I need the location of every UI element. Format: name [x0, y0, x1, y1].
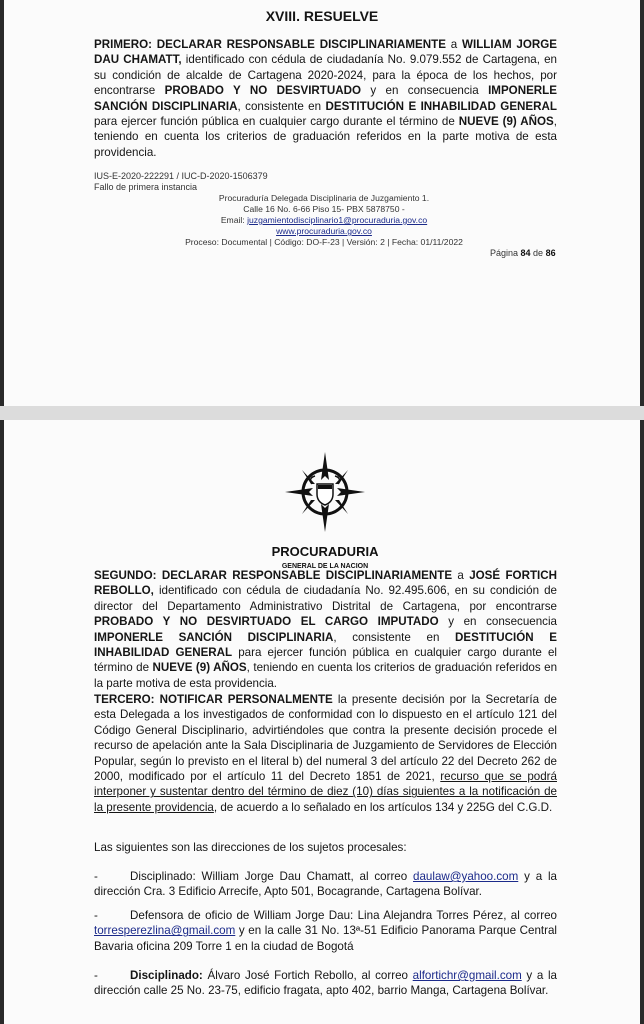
segundo-text4: para ejercer función pública en cualquier cargo durante el término de	[94, 646, 557, 675]
primero-a: a	[445, 38, 463, 51]
segundo-text3: , consistente en	[333, 630, 456, 644]
footer-office: Procuraduría Delegada Disciplinaria de Juzgamiento 1.	[218, 193, 430, 203]
primero-text2: y en consecuencia	[361, 84, 489, 98]
document-page-85	[4, 420, 640, 1024]
primero-bold3: DESTITUCIÓN E INHABILIDAD GENERAL	[325, 99, 557, 113]
item3-text1: Álvaro José Fortich Rebollo, al correo	[202, 969, 413, 982]
footer-address: Calle 16 No. 6-66 Piso 15- PBX 5878750 -	[243, 204, 405, 214]
page-label: Página	[490, 248, 521, 258]
primero-bold4: NUEVE (9) AÑOS	[458, 115, 554, 129]
segundo-bold4: NUEVE (9) AÑOS	[152, 661, 247, 675]
primero-bold2: IMPONERLE SANCIÓN DISCIPLINARIA	[94, 84, 557, 113]
tercero-label: TERCERO: NOTIFICAR PERSONALMENTE	[94, 693, 333, 706]
segundo-bold3: DESTITUCIÓN E INHABILIDAD GENERAL	[94, 630, 557, 660]
directions-intro: Las siguientes son las direcciones de los sujetos procesales:	[94, 841, 407, 854]
resolution-segundo	[94, 568, 557, 691]
case-reference	[94, 171, 268, 193]
primero-text5: , teniendo en cuenta los criterios de graduación referidos en la parte motiva de esta providencia.	[94, 115, 558, 159]
footer-process: Proceso: Documental | Código: DO-F-23 | Versión: 2 | Fecha: 01/11/2022	[185, 237, 463, 247]
primero-name: WILLIAM JORGE DAU CHAMATT,	[94, 38, 558, 67]
resolution-tercero	[94, 692, 557, 815]
page-current: 84	[520, 248, 531, 258]
item-dash: -	[94, 969, 98, 982]
footer-email-line	[174, 215, 474, 226]
primero-bold1: PROBADO Y NO DESVIRTUADO	[164, 84, 362, 98]
resolution-primero	[94, 37, 557, 160]
page-number	[490, 248, 556, 258]
logo-text-line1: PROCURADURIA	[271, 544, 379, 559]
primero-text4: para ejercer función pública en cualquier cargo durante el término de	[94, 115, 459, 129]
segundo-label: SEGUNDO: DECLARAR RESPONSABLE DISCIPLINARIAMENTE	[94, 569, 453, 582]
primero-text3: , consistente en	[237, 99, 326, 113]
segundo-bold1: PROBADO Y NO DESVIRTUADO EL CARGO IMPUTADO	[94, 615, 439, 629]
tercero-text2: , de acuerdo a lo señalado en los artículos 134 y 225G del C.G.D.	[213, 800, 553, 814]
direction-item-1	[94, 869, 557, 900]
footer-web-link[interactable]: www.procuraduria.gov.co	[276, 226, 372, 236]
tercero-underlined: recurso que se podrá interponer y sustentar dentro del término de diez (10) días siguientes a la notificación de la presente providencia	[94, 770, 557, 814]
page-separator	[0, 406, 644, 420]
item1-text1: Disciplinado: William Jorge Dau Chamatt, al correo	[130, 870, 414, 883]
item1-text2: y a la dirección Cra. 3 Edificio Arrecife, Apto 501, Bocagrande, Cartagena Bolívar.	[94, 870, 557, 899]
procuraduria-logo	[271, 450, 379, 582]
tercero-text1: la presente decisión por la Secretaría de esta Delegada a los investigados de conformidad con lo dispuesto en el artículo 121 del Código General Disciplinario, advirtiéndoles que contra la presente decisión procede el recurso de apelación ante la Sala Disciplinaria de Juzgamiento de Servidores de Elección Popular, según lo previsto en el literal b) del numeral 3 del artículo 22 del Decreto 262 de 2000, modificado por el artículo 11 del Decreto 1851 de 2021,	[94, 693, 557, 784]
case-instance: Fallo de primera instancia	[94, 182, 198, 192]
item-dash: -	[94, 870, 98, 883]
page-of: de	[530, 248, 546, 258]
direction-item-3	[94, 968, 557, 999]
page-footer	[174, 193, 474, 248]
footer-email-link[interactable]: juzgamientodisciplinario1@procuraduria.gov.co	[247, 215, 428, 225]
logo-text-line2: GENERAL DE LA NACION	[281, 563, 369, 570]
segundo-a: a	[452, 569, 470, 582]
item1-email-link[interactable]: daulaw@yahoo.com	[413, 870, 519, 883]
segundo-text5: , teniendo en cuenta los criterios de graduación referidos en la parte motiva de esta providencia.	[94, 661, 558, 690]
direction-item-2	[94, 908, 557, 954]
section-title: XVIII. RESUELVE	[265, 8, 379, 24]
segundo-bold2: IMPONERLE SANCIÓN DISCIPLINARIA	[94, 630, 334, 644]
case-number: IUS-E-2020-222291 / IUC-D-2020-1506379	[94, 171, 268, 181]
segundo-text1: identificado con cédula de ciudadanía No. 92.495.606, en su condición de director del Departamento Administrativo Distrital de Cartagena, por encontrarse	[94, 584, 557, 613]
item3-email-link[interactable]: alfortichr@gmail.com	[412, 969, 522, 982]
item3-bold: Disciplinado:	[130, 969, 203, 982]
page-total: 86	[545, 248, 556, 258]
document-page-84	[4, 0, 640, 406]
item3-text2: y a la dirección calle 25 No. 23-75, edificio fragata, apto 402, barrio Manga, Cartagena Bolívar.	[94, 969, 557, 998]
primero-text1: identificado con cédula de ciudadanía No. 9.079.552 de Cartagena, en su condición de alcalde de Cartagena 2020-2024, para la época de los hechos, por encontrarse	[94, 53, 557, 98]
compass-emblem-icon	[285, 452, 365, 532]
primero-label: PRIMERO: DECLARAR RESPONSABLE DISCIPLINARIAMENTE	[94, 38, 446, 51]
item2-text1: Defensora de oficio de William Jorge Dau: Lina Alejandra Torres Pérez, al correo	[130, 909, 557, 922]
item-dash: -	[94, 909, 98, 922]
footer-email-label: Email:	[220, 215, 248, 225]
segundo-text2: y en consecuencia	[438, 615, 557, 629]
segundo-name: JOSÉ FORTICH REBOLLO,	[94, 569, 557, 598]
item2-text2: y en la calle 31 No. 13ª-51 Edificio Panorama Parque Central Bavaria oficina 209 Torre 1 en la ciudad de Bogotá	[94, 924, 557, 953]
item2-email-link[interactable]: torresperezlina@gmail.com	[94, 924, 236, 938]
